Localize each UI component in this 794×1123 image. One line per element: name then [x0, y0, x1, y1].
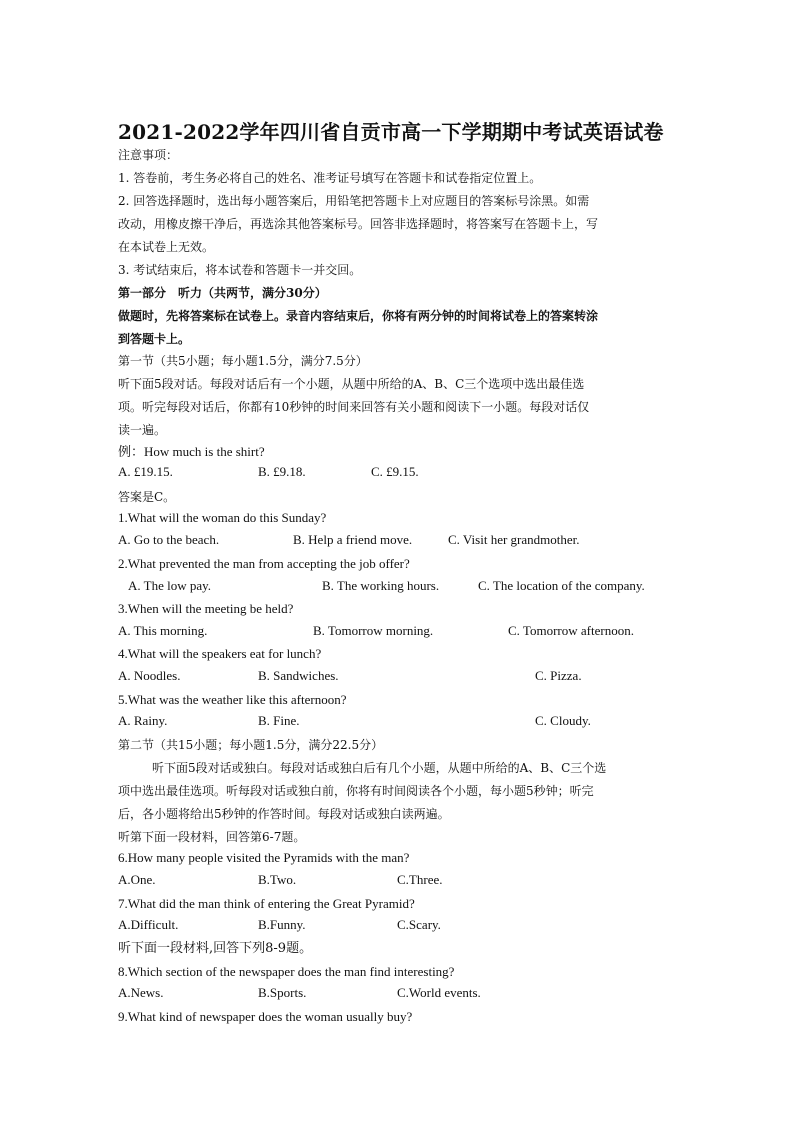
example-question: 例：How much is the shirt? — [118, 444, 265, 459]
notice-item-2-line-1: 2. 回答选择题时，选出每小题答案后，用铅笔把答题卡上对应题目的答案标号涂黑。如需 — [118, 194, 590, 208]
section2-instruction-line-3: 后，各小题将给出5秒钟的作答时间。每段对话或独白读两遍。 — [118, 807, 450, 821]
question-5: 5.What was the weather like this afternoon? — [118, 692, 347, 707]
q1-option-a: A. Go to the beach. — [118, 532, 220, 547]
section1-instruction-line-2: 项。听完每段对话后，你都有10秒钟的时间来回答有关小题和阅读下一小题。每段对话仅 — [118, 400, 590, 414]
question-1: 1.What will the woman do this Sunday? — [118, 510, 327, 525]
q1-option-b: B. Help a friend move. — [293, 532, 413, 547]
exam-title: 2021-2022学年四川省自贡市高一下学期期中考试英语试卷 — [118, 120, 664, 144]
q5-option-b: B. Fine. — [258, 713, 300, 728]
example-option-c: C. £9.15. — [371, 464, 419, 479]
q7-option-b: B.Funny. — [258, 917, 306, 932]
notice-item-1: 1. 答卷前，考生务必将自己的姓名、准考证号填写在答题卡和试卷指定位置上。 — [118, 171, 542, 185]
section1-heading: 第一节（共5小题；每小题1.5分，满分7.5分） — [118, 354, 368, 368]
question-6: 6.How many people visited the Pyramids with the man? — [118, 850, 410, 865]
section2-instruction-line-1: 听下面5段对话或独白。每段对话或独白后有几个小题，从题中所给的A、B、C三个选 — [152, 761, 607, 775]
example-option-a: A. £19.15. — [118, 464, 173, 479]
notice-item-3: 3. 考试结束后，将本试卷和答题卡一并交回。 — [118, 263, 362, 277]
section1-instruction-line-3: 读一遍。 — [118, 423, 167, 437]
question-4: 4.What will the speakers eat for lunch? — [118, 646, 322, 661]
example-option-b: B. £9.18. — [258, 464, 306, 479]
q8-option-c: C.World events. — [397, 985, 481, 1000]
q4-option-b: B. Sandwiches. — [258, 668, 339, 683]
q5-option-a: A. Rainy. — [118, 713, 168, 728]
part1-heading: 第一部分 听力（共两节，满分30分） — [118, 286, 327, 300]
q6-option-b: B.Two. — [258, 872, 297, 887]
q6-option-c: C.Three. — [397, 872, 443, 887]
q8-option-a: A.News. — [118, 985, 164, 1000]
q2-option-a: A. The low pay. — [128, 578, 212, 593]
notice-item-2-line-3: 在本试卷上无效。 — [118, 240, 215, 254]
q2-option-b: B. The working hours. — [322, 578, 440, 593]
q7-option-c: C.Scary. — [397, 917, 441, 932]
q4-option-a: A. Noodles. — [118, 668, 181, 683]
material-2-heading: 听下面一段材料,回答下列8-9题。 — [118, 941, 313, 956]
q3-option-b: B. Tomorrow morning. — [313, 623, 434, 638]
question-9: 9.What kind of newspaper does the woman usually buy? — [118, 1009, 413, 1024]
q3-option-a: A. This morning. — [118, 623, 208, 638]
notice-heading: 注意事项： — [118, 148, 179, 162]
section2-instruction-line-2: 项中选出最佳选项。听每段对话或独白前，你将有时间阅读各个小题，每小题5秒钟；听完 — [118, 784, 594, 798]
question-3: 3.When will the meeting be held? — [118, 601, 294, 616]
q3-option-c: C. Tomorrow afternoon. — [508, 623, 634, 638]
q7-option-a: A.Difficult. — [118, 917, 179, 932]
q4-option-c: C. Pizza. — [535, 668, 582, 683]
q6-option-a: A.One. — [118, 872, 156, 887]
part1-instruction-line-2: 到答题卡上。 — [118, 332, 191, 346]
question-8: 8.Which section of the newspaper does the man find interesting? — [118, 964, 455, 979]
part1-instruction-line-1: 做题时，先将答案标在试卷上。录音内容结束后，你将有两分钟的时间将试卷上的答案转涂 — [118, 309, 599, 323]
material-1-heading: 听第下面一段材料，回答第6-7题。 — [118, 830, 306, 844]
q2-option-c: C. The location of the company. — [478, 578, 645, 593]
question-7: 7.What did the man think of entering the Great Pyramid? — [118, 896, 415, 911]
q5-option-c: C. Cloudy. — [535, 713, 591, 728]
q1-option-c: C. Visit her grandmother. — [448, 532, 580, 547]
section1-instruction-line-1: 听下面5段对话。每段对话后有一个小题，从题中所给的A、B、C三个选项中选出最佳选 — [118, 377, 585, 391]
section2-heading: 第二节（共15小题；每小题1.5分，满分22.5分） — [118, 738, 384, 752]
example-answer: 答案是C。 — [118, 490, 176, 504]
q8-option-b: B.Sports. — [258, 985, 307, 1000]
notice-item-2-line-2: 改动，用橡皮擦干净后，再选涂其他答案标号。回答非选择题时，将答案写在答题卡上，写 — [118, 217, 599, 231]
question-2: 2.What prevented the man from accepting the job offer? — [118, 556, 410, 571]
